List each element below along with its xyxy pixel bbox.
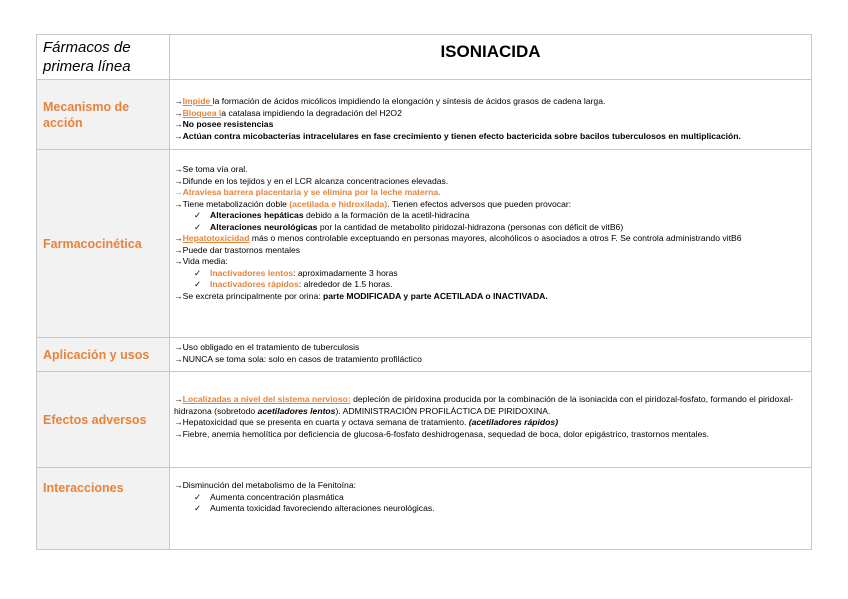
content-aplicacion	[170, 338, 812, 372]
text-line: →Difunde en los tejidos y en el LCR alcanza concentraciones elevadas.	[174, 175, 449, 186]
text-line: →Hepatoxicidad que se presenta en cuarta y octava semana de tratamiento. (acetiladores rápidos)	[174, 417, 559, 427]
label-mecanismo: Mecanismo de acción	[37, 80, 170, 150]
bullet-item: ✓ Inactivadores rápidos: alrededor de 1.5 horas.	[194, 279, 393, 289]
highlight-text: Localizadas a nivel del sistema nervioso:	[182, 394, 351, 404]
text-line: →Localizadas a nivel del sistema nervioso: depleción de piridoxina producida por la combinación de la isoniacida con el piridozal-fosfato, formando el piridoxal-hidrazona (sobretodo acetiladores lentos). ADMINISTRACIÓN PROFILÁCTICA DE PIRIDOXINA.	[174, 394, 794, 416]
row-mecanismo	[37, 80, 812, 150]
text-line: →Impide la formación de ácidos micólicos impidiendo la elongación y síntesis de ácidos grasos de cadena larga.	[174, 96, 606, 106]
check-icon: ✓	[194, 503, 202, 513]
content-efectos	[170, 372, 812, 468]
header-label: Fármacos de primera línea	[37, 35, 170, 80]
text-line: →Atraviesa barrera placentaria y se elimina por la leche materna.	[174, 187, 441, 197]
bullet-item: ✓ Aumenta toxicidad favoreciendo alteraciones neurológicas.	[194, 503, 435, 513]
label-efectos: Efectos adversos	[37, 372, 170, 468]
bullet-item: ✓ Alteraciones hepáticas debido a la formación de la acetil-hidracina	[194, 210, 470, 220]
check-icon: ✓	[194, 221, 202, 232]
text-line: →Bloquea la catalasa impidiendo la degradación del H2O2	[174, 107, 402, 118]
content-interacciones	[170, 468, 812, 550]
text-line: →Se toma vía oral.	[174, 164, 248, 174]
isoniacida-table	[36, 34, 812, 550]
text-line: →Se excreta principalmente por orina: parte MODIFICADA y parte ACETILADA o INACTIVADA.	[174, 290, 548, 301]
label-interacciones: Interacciones	[37, 468, 170, 550]
label-farmacocinetica: Farmacocinética	[37, 150, 170, 338]
text-line: →Puede dar trastornos mentales	[174, 244, 301, 255]
text-line: →Actúan contra micobacterias intracelulares en fase crecimiento y tienen efecto bactericida sobre bacilos tuberculosos en multiplicación.	[174, 130, 741, 141]
row-farmacocinetica	[37, 150, 812, 338]
bullet-item: ✓ Aumenta concentración plasmática	[194, 491, 344, 502]
text-line: →NUNCA se toma sola: solo en casos de tratamiento profiláctico	[174, 353, 422, 364]
text-line: →Uso obligado en el tratamiento de tuberculosis	[174, 342, 360, 352]
text-line: →No posee resistencias	[174, 119, 274, 129]
highlight-text: Hepatotoxicidad	[182, 233, 250, 243]
text-line: →Fiebre, anemia hemolítica por deficiencia de glucosa-6-fosfato deshidrogenasa, sequedad de boca, dolor epigástrico, trastornos mentales.	[174, 428, 710, 439]
page-title: ISONIACIDA	[170, 35, 812, 80]
row-aplicacion	[37, 338, 812, 372]
label-aplicacion: Aplicación y usos	[37, 338, 170, 372]
text-line: →Tiene metabolización doble (acetilada e hidroxilada). Tienen efectos adversos que pueden provocar:	[174, 198, 572, 209]
bullet-item: ✓ Inactivadores lentos: aproximadamente 3 horas	[194, 267, 398, 278]
content-mecanismo	[170, 80, 812, 150]
check-icon: ✓	[194, 279, 202, 289]
header-row	[37, 35, 812, 80]
highlight-text: Bloquea l	[182, 107, 222, 118]
check-icon: ✓	[194, 267, 202, 278]
bullet-item: ✓ Alteraciones neurológicas por la cantidad de metabolito piridozal-hidrazona (personas con déficit de vitB6)	[194, 221, 624, 232]
text-line: →Vida media:	[174, 256, 228, 266]
check-icon: ✓	[194, 491, 202, 502]
text-line: →Hepatotoxicidad más o menos controlable exceptuando en personas mayores, alcohólicos o asociados a otros F. Se controla administrando vitB6	[174, 233, 742, 243]
highlight-text: Impide	[182, 96, 213, 106]
check-icon: ✓	[194, 210, 202, 220]
text-line: →Disminución del metabolismo de la Fenitoína:	[174, 480, 356, 490]
row-efectos	[37, 372, 812, 468]
content-farmacocinetica	[170, 150, 812, 338]
row-interacciones	[37, 468, 812, 550]
